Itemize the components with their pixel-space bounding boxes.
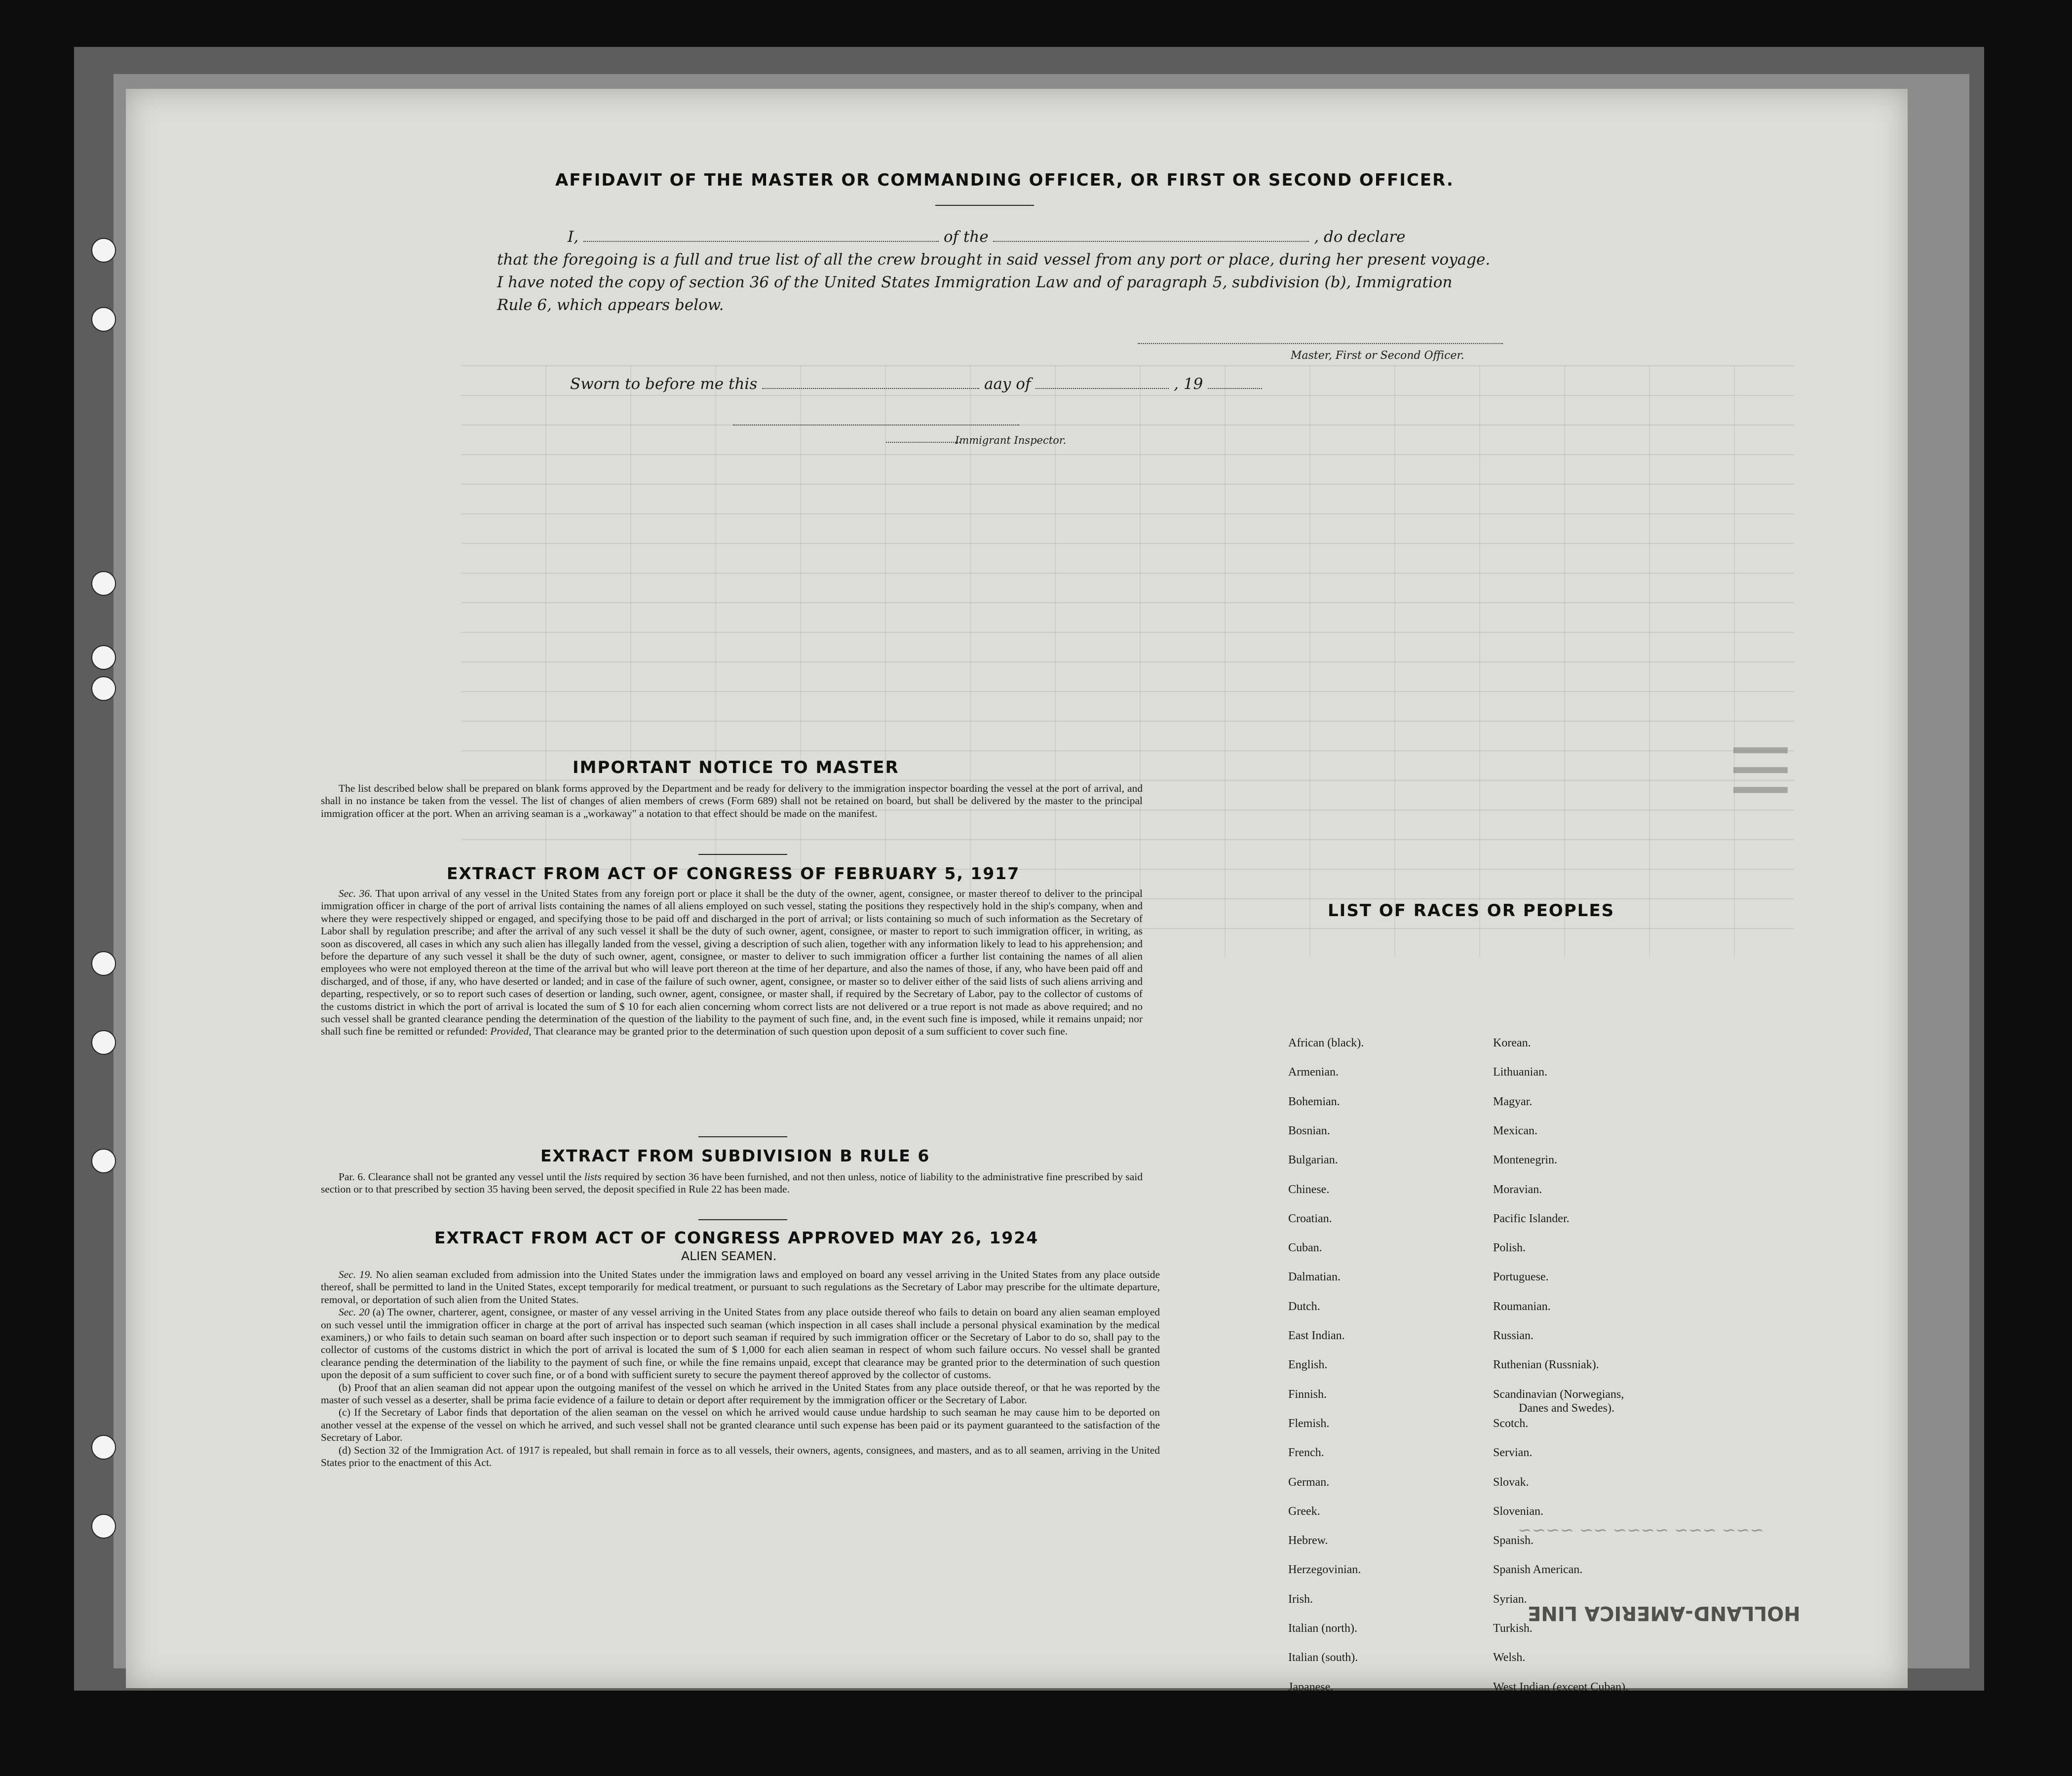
act-1924-title: EXTRACT FROM ACT OF CONGRESS APPROVED MAY 26, 1924 <box>434 1228 1039 1247</box>
race-item: Greek. <box>1288 1505 1320 1518</box>
punch-hole <box>91 571 116 596</box>
race-item: Lithuanian. <box>1493 1066 1547 1079</box>
act-1924-text <box>321 1269 1160 1469</box>
year-blank[interactable] <box>1208 388 1262 389</box>
race-item: Spanish. <box>1493 1534 1534 1547</box>
sec-20d-paragraph: (d) Section 32 of the Immigration Act. of 1917 is repealed, but shall remain in force as to all vessels, their owners, agents, consignees, and masters, and as to all seamen, arriving in the United States prior to the enactment of this Act. <box>321 1444 1160 1469</box>
act-1917-text <box>321 888 1143 1038</box>
punch-hole <box>91 307 116 332</box>
race-item: Danes and Swedes). <box>1519 1401 1614 1415</box>
act-1917-paragraph <box>321 888 1143 1038</box>
act-1924-subtitle: ALIEN SEAMEN. <box>681 1249 777 1263</box>
race-item: Slovak. <box>1493 1475 1529 1489</box>
race-item: Turkish. <box>1493 1622 1533 1635</box>
race-item: East Indian. <box>1288 1329 1345 1342</box>
race-item: Scotch. <box>1493 1417 1529 1430</box>
race-item: Portuguese. <box>1493 1271 1549 1284</box>
race-item: Roumanian. <box>1493 1300 1551 1313</box>
act-1917-title: EXTRACT FROM ACT OF CONGRESS OF FEBRUARY 5, 1917 <box>447 864 1020 883</box>
race-item: Japanese. <box>1288 1680 1334 1694</box>
affidavit-line1-mid: of the <box>943 228 989 246</box>
holland-america-line-stamp: HOLLAND-AMERICA LINE <box>1528 1602 1801 1624</box>
race-item: Moravian. <box>1493 1183 1542 1196</box>
race-item: Korean. <box>1493 1037 1531 1049</box>
races-title: LIST OF RACES OR PEOPLES <box>1328 901 1615 921</box>
punch-hole <box>91 676 116 701</box>
punch-hole <box>91 1514 116 1539</box>
race-item: Flemish. <box>1288 1417 1330 1430</box>
notice-rule <box>698 854 787 855</box>
race-item: English. <box>1288 1358 1328 1372</box>
race-item: Dutch. <box>1288 1300 1320 1313</box>
race-item: Polish. <box>1493 1241 1526 1255</box>
manifest-page <box>126 89 1908 1694</box>
race-item: Herzegovinian. <box>1288 1563 1361 1577</box>
affidavit-rule <box>935 205 1034 206</box>
rule6-text <box>321 1171 1143 1196</box>
sec-19-label: Sec. 19. <box>339 1269 373 1280</box>
month-blank[interactable] <box>1036 388 1169 389</box>
sworn-mid: aay of <box>984 375 1031 393</box>
race-item: West Indian (except Cuban). <box>1493 1680 1628 1694</box>
race-item: Spanish American. <box>1493 1563 1583 1577</box>
punch-hole <box>91 645 116 670</box>
sec-19-text: No alien seaman excluded from admission into the United States under the immigration laws and employed on board any vessel arriving in the United States from any place outside thereof, shall be permitted to land in the United States, except temporarily for medical treatment, or pursuant to such regulations as the Secretary of Labor may prescribe for the ultimate departure, removal, or deportation of such alien from the United States. <box>321 1269 1160 1306</box>
race-item: German. <box>1288 1475 1330 1489</box>
affidavit-line1-end: , do declare <box>1314 228 1406 246</box>
race-item: Scandinavian (Norwegians, <box>1493 1388 1624 1401</box>
affidavit-line-3: I have noted the copy of section 36 of the United States Immigration Law and of paragraph 5, subdivision (b), Immigration <box>497 273 1453 291</box>
race-item: Bohemian. <box>1288 1095 1340 1108</box>
race-item: Russian. <box>1493 1329 1534 1342</box>
race-item: Syrian. <box>1493 1592 1527 1606</box>
sec-20b-paragraph: (b) Proof that an alien seaman did not appear upon the outgoing manifest of the vessel on which he arrived in the United States from any place outside thereof, or that he was reported by the master of such vessel as a deserter, shall be prima facie evidence of a failure to detain or deport after requirement by the immigration officer or the Secretary of Labor. <box>321 1381 1160 1406</box>
name-blank[interactable] <box>583 241 939 242</box>
affidavit-line-4: Rule 6, which appears below. <box>497 296 724 314</box>
day-blank[interactable] <box>762 388 979 389</box>
bleed-through-handwriting: ~~~ ~~~ ~~~~ ~~ ~~~~ <box>1518 1520 1765 1540</box>
race-item: Italian (north). <box>1288 1622 1357 1635</box>
race-item: Dalmatian. <box>1288 1271 1341 1284</box>
punch-hole <box>91 951 116 976</box>
race-item: Hebrew. <box>1288 1534 1328 1547</box>
sec-36-label: Sec. 36. <box>339 888 373 899</box>
notice-text <box>321 782 1143 820</box>
sec-20a-text: (a) The owner, charterer, agent, consignee, or master of any vessel arriving in the United States from any place outside thereof who fails to detain on board any alien seaman employed on such vessel until the immigration officer in charge at the port of arrival has inspected such seaman (which inspection in all cases shall include a personal physical examination by the medical examiners,) or who fails to detain such seaman on board after such inspection or to deport such seaman if required by such immigration officer or the Secretary of Labor to do so, shall pay to the collector of customs of the customs district in which the port of arrival is located the sum of $ 1,000 for each alien seaman in respect of whom such failure occurs. No vessel shall be granted clearance pending the determination of the liability to the payment of such fine, or while the fine remains unpaid, except that clearance may be granted prior to the determination of such question upon the deposit of a sum sufficient to cover such fine, or of a bond with sufficient surety to secure the payment thereof approved by the collector of customs. <box>321 1306 1160 1381</box>
race-item: Magyar. <box>1493 1095 1533 1108</box>
rule6-text-b: required by section 36 have been furnished, and not then unless, notice of liability to the administrative fine prescribed by said section or to that prescribed by section 35 having been served, the deposit specified in Rule 22 has been made. <box>321 1171 1143 1196</box>
race-item: Welsh. <box>1493 1651 1526 1664</box>
lists-word: lists <box>584 1171 602 1183</box>
rule6-title: EXTRACT FROM SUBDIVISION B RULE 6 <box>540 1146 930 1165</box>
rule6-text-a: Par. 6. Clearance shall not be granted any vessel until the <box>339 1171 582 1183</box>
rule6-paragraph <box>321 1171 1143 1196</box>
provided-word: Provided, <box>490 1025 532 1038</box>
race-item: Slovenian. <box>1493 1505 1543 1518</box>
race-item: Italian (south). <box>1288 1651 1358 1664</box>
punch-hole <box>91 1435 116 1460</box>
underlying-sheet-edge-stamp: ||| <box>1733 740 1797 800</box>
affidavit-line-2: that the foregoing is a full and true list of all the crew brought in said vessel from any port or place, during her present voyage. <box>497 251 1491 269</box>
sworn-start: Sworn to before me this <box>570 375 758 393</box>
punch-hole <box>91 1030 116 1055</box>
race-item: Ruthenian (Russniak). <box>1493 1358 1599 1372</box>
inspector-signature-blank-2[interactable] <box>886 442 960 443</box>
affidavit-line1-start: I, <box>568 228 579 246</box>
sec-20-label: Sec. 20 <box>339 1306 370 1318</box>
sec-20c-paragraph: (c) If the Secretary of Labor finds that deportation of the alien seaman on the vessel on which he arrived would cause undue hardship to such seaman he may cause him to be deported on another vessel at the expense of the vessel on which he arrived, and such vessel shall not be granted clearance until such expense has been paid or its payment guaranteed to the satisfaction of the Secretary of Labor. <box>321 1406 1160 1444</box>
race-item: Bulgarian. <box>1288 1154 1338 1167</box>
sec-36-text: That upon arrival of any vessel in the United States from any foreign port or place it shall be the duty of the owner, agent, consignee, or master thereof to deliver to the principal immigration officer in charge of the port of arrival lists containing the names of all aliens employed on such vessel, stating the positions they respectively hold in the ship's company, when and where they were respectively shipped or engaged, and specifying those to be paid off and discharged in the port of arrival; or lists containing so much of such information as the Secretary of Labor shall by regulation prescribe; and after the arrival of any such vessel it shall be the duty of such owner, agent, consignee, or master to report to such immigration officer, in writing, as soon as discovered, all cases in which any such alien has illegally landed from the vessel, giving a description of such alien, together with any information likely to lead to his apprehension; and before the departure of any such vessel it shall be the duty of such owner, agent, consignee, or master to deliver to such immigration officer a further list containing the names of all alien employees who were not employed thereon at the time of the arrival but who will leave port thereon at the time of her departure, and also the names of those, if any, who have been paid off and discharged, and of those, if any, who have deserted or landed; and in case of the failure of such owner, agent, consignee, or master so to deliver either of the said lists of such aliens arriving and departing, respectively, or so to report such cases of desertion or landing, such owner, agent, consignee, or master shall, if required by the Secretary of Labor, pay to the collector of customs of the customs district in which the port of arrival is located the sum of $ 10 for each alien concerning whom correct lists are not delivered or a true report is not made as above required; and no such vessel shall be granted clearance pending the determination of the question of the liability to the payment of such fine, and, in the event such fine is imposed, while it remains unpaid; nor shall such fine be remitted or refunded: <box>321 888 1143 1038</box>
punch-hole <box>91 238 116 263</box>
sec-19-paragraph <box>321 1269 1160 1306</box>
race-item: Croatian. <box>1288 1212 1332 1225</box>
race-item: Irish. <box>1288 1592 1313 1606</box>
race-item: Pacific Islander. <box>1493 1212 1570 1225</box>
race-item: Chinese. <box>1288 1183 1330 1196</box>
affidavit-title: AFFIDAVIT OF THE MASTER OR COMMANDING OFFICER, OR FIRST OR SECOND OFFICER. <box>555 170 1454 190</box>
rule6-rule <box>698 1219 787 1220</box>
race-item: African (black). <box>1288 1037 1364 1049</box>
punch-hole <box>91 1149 116 1173</box>
sworn-end: , 19 <box>1174 375 1203 393</box>
master-label: Master, First or Second Officer. <box>1291 349 1464 362</box>
race-item: Servian. <box>1493 1446 1533 1460</box>
race-item: Cuban. <box>1288 1241 1322 1255</box>
race-item: Mexican. <box>1493 1124 1537 1137</box>
affidavit-line-1 <box>568 228 1406 246</box>
race-item: French. <box>1288 1446 1324 1460</box>
race-item: Bosnian. <box>1288 1124 1330 1137</box>
act-1917-rule <box>698 1136 787 1137</box>
notice-title: IMPORTANT NOTICE TO MASTER <box>573 758 899 777</box>
notice-paragraph: The list described below shall be prepared on blank forms approved by the Department and be ready for delivery to the immigration inspector boarding the vessel at the port of arrival, and shall in no instance be taken from the vessel. The list of changes of alien members of crews (Form 689) shall not be retained on board, but shall be delivered by the master to the principal immigration officer at the port. When an arriving seaman is a „workaway" a notation to that effect should be made on the manifest. <box>321 782 1143 819</box>
vessel-blank[interactable] <box>993 241 1309 242</box>
race-item: Montenegrin. <box>1493 1154 1557 1167</box>
sworn-line <box>570 375 1262 393</box>
sec-20a-paragraph <box>321 1306 1160 1381</box>
race-item: Armenian. <box>1288 1066 1339 1079</box>
master-signature-blank[interactable] <box>1138 343 1503 344</box>
inspector-label: Immigrant Inspector. <box>955 434 1067 446</box>
sec-36-text-end: That clearance may be granted prior to the determination of such question upon deposit of a sum sufficient to cover such fine. <box>534 1025 1068 1038</box>
race-item: Finnish. <box>1288 1388 1327 1401</box>
